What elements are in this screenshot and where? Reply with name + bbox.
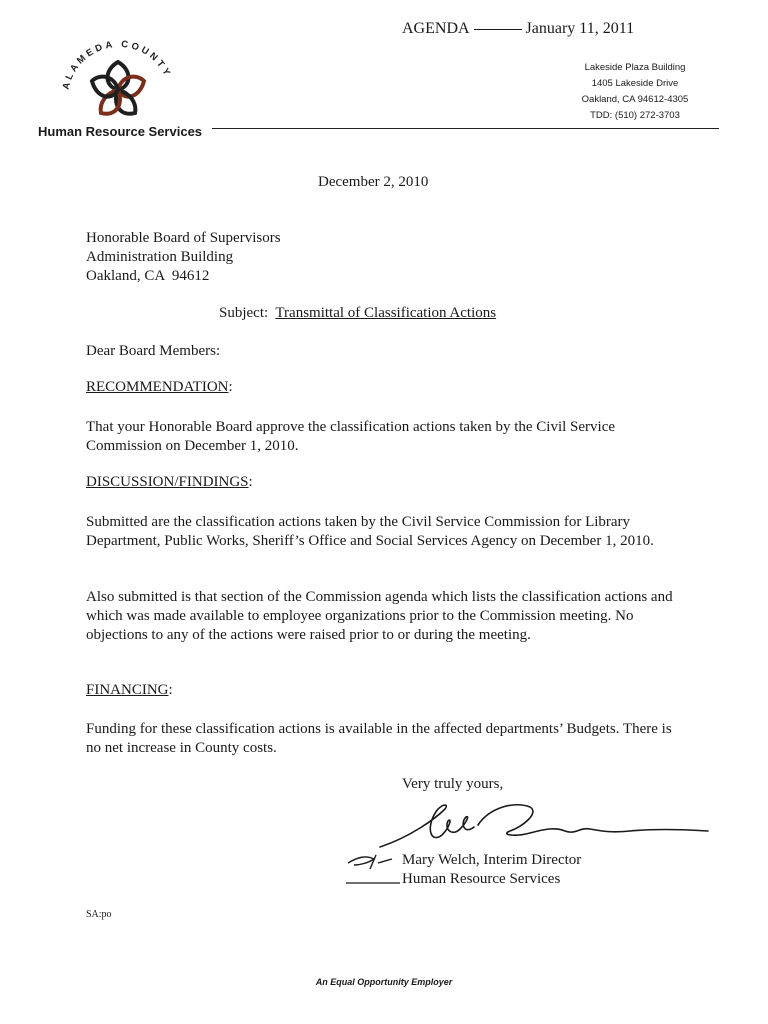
closing: Very truly yours,	[402, 776, 504, 792]
agenda-date: January 11, 2011	[525, 20, 635, 37]
typist-initials: SA:po	[86, 909, 112, 920]
agenda-blank	[474, 29, 522, 30]
agenda-line	[402, 20, 634, 38]
discussion-heading: DISCUSSION/FINDINGS:	[86, 474, 253, 490]
letter-date: December 2, 2010	[318, 174, 429, 190]
subject-text: Transmittal of Classification Actions	[275, 305, 497, 321]
org-name: Human Resource Services	[38, 124, 203, 139]
subject-line	[219, 305, 496, 322]
address-line: Lakeside Plaza Building	[584, 62, 686, 73]
address-line: 1405 Lakeside Drive	[591, 78, 679, 89]
salutation: Dear Board Members:	[86, 343, 221, 359]
address-block	[560, 60, 710, 124]
recipient-line: Oakland, CA 94612	[86, 268, 210, 284]
recipient-line: Honorable Board of Supervisors	[86, 230, 281, 246]
signer-name: Mary Welch, Interim Director	[402, 852, 582, 868]
subject-label: Subject:	[219, 305, 269, 321]
address-line: TDD: (510) 272-3703	[590, 110, 680, 121]
county-logo	[50, 28, 180, 123]
recommendation-text: That your Honorable Board approve the classification actions taken by the Civil Service Commission on December 1, 2010.	[86, 419, 616, 454]
logo-emblem-icon	[92, 62, 144, 114]
recipient-line: Administration Building	[86, 249, 234, 265]
footer-text: An Equal Opportunity Employer	[315, 977, 453, 987]
logo-arc-text: ALAMEDA COUNTY	[60, 38, 174, 91]
signer-org: Human Resource Services	[402, 871, 561, 887]
address-line: Oakland, CA 94612-4305	[581, 94, 689, 105]
agenda-label: AGENDA	[402, 20, 470, 37]
financing-text: Funding for these classification actions is available in the affected departments’ Budgets. There is no net increase in County costs.	[86, 721, 672, 756]
discussion-paragraph-2: Also submitted is that section of the Commission agenda which lists the classification actions and which was made available to employee organizations prior to the Commission meeting. No objections to any of the actions were raised prior to or during the meeting.	[86, 589, 673, 643]
financing-heading: FINANCING:	[86, 682, 173, 698]
discussion-paragraph-1: Submitted are the classification actions taken by the Civil Service Commission for Library Department, Public Works, Sheriff’s Office and Social Services Agency on December 1, 2010.	[86, 514, 654, 549]
recommendation-heading: RECOMMENDATION:	[86, 379, 233, 395]
header-divider	[212, 128, 719, 129]
signer-block	[402, 851, 581, 889]
recipient-block	[86, 229, 281, 286]
